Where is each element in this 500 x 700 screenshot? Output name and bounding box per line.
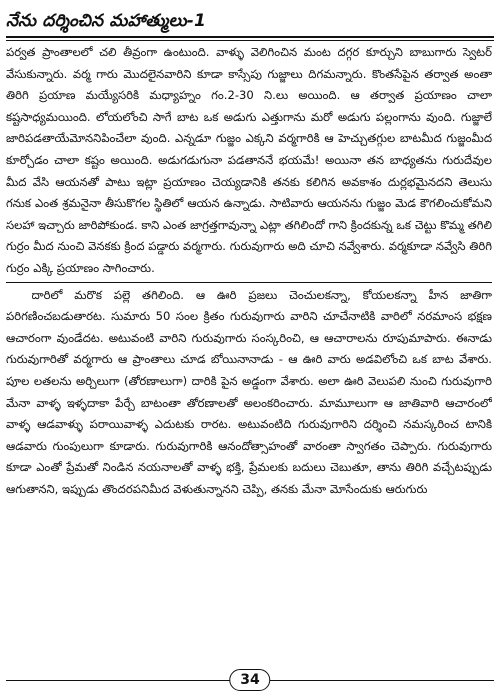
page-content (6, 42, 492, 664)
page-footer (6, 668, 494, 694)
paragraph-1: పర్వత ప్రాంతాలలో చలి తీవ్రంగా ఉంటుంది. వాళ్ళు వెలిగించిన మంట దగ్గర కూర్చుని బాబుగారు స్వెటర్ వేసుకున్నారు. వర్మ గారు మొదలైనవారిని కూడా కాస్సేపు గుజ్జాలు దిగమన్నారు. కొంతసేపైన తర్వాత అంతా తిరిగి ప్రయాణ మయ్యేసరికి మధ్యాహ్నం గం.2-30 ని.లు అయింది. ఆ తర్వాత ప్రయాణం చాలా కష్టసాధ్యమయింది. లోయలోంచి సాగే బాట ఒక అడుగు ఎత్తుగాను మరో అడుగు పల్లంగాను వుంది. గుజ్జాలే జారిపడతాయేమోననిపించేలా వుంది. ఎన్నడూ గుజ్జం ఎక్కని వర్మగారికి ఆ హెచ్చుతగ్గుల బాటమీద గుజ్జంమీద కూర్చోడం చాలా కష్టం అయింది. అడుగడుగునా పడతాననే భయమే! అయినా తన బాధ్యతను గురుదేవుల మీద వేసి ఆయనతో పాటు ఇట్లా ప్రయాణం చెయ్యడానికి తనకు కలిగిన అవకాశం దుర్లభమైనదని తెలుసు గనుక ఎంత శ్రమనైనా తీసుకొగల స్థితిలో ఆయన ఉన్నాడు. సాటివారు ఆయనను గుజ్జం మెడ కౌగలించుకోమని సలహా ఇచ్చారు జారిపోకుండ. కాని ఎంత జాగ్రత్తగావున్నా ఎట్లా తగిలిందో గాని క్రిందకున్న ఒక చెట్టు కొమ్మ తగిలి గుర్రం మీద నుంచి వెనకకు క్రింద పడ్డారు వర్మగారు. గురువుగారు అది చూచి నవ్వేశారు. వర్మకూడా నవ్వేసి తిరిగి గుర్రం ఎక్కి ప్రయాణం సాగించారు. (6, 42, 492, 283)
running-title: నేను దర్శించిన మహాత్ములు-1 (6, 11, 207, 31)
page-number: 34 (229, 669, 270, 691)
paragraph-2: దారిలో మరొక పల్లె తగిలింది. ఆ ఊరి ప్రజలు చెంచులకన్నా, కోయలకన్నా హీన జాతిగా పరిగణించబడుతారట. సుమారు 50 సంల క్రితం గురువుగారు వారిని చూచేనాటికి వారిలో నరమాంస భక్షణ ఆచారంగా వుండేదట. అటువంటి వారిని గురువుగారు సంస్కరించి, ఆ ఆచారాలను రూపుమాపారు. ఈనాడు గురువుగారితో వర్మగారు ఆ ప్రాంతాలు చూడ బోయినానాడు - ఆ ఊరి వారు అడవిలోంచి ఒక బాట వేశారు. పూల లతలను అర్చిలుగా (తోరణాలుగా) దారికి పైన అడ్డంగా వేశారు. అలా ఊరి వెలుపలి నుంచి గురువుగారి మేనా వాళ్ళ ఇళ్ళదాకా పేర్చే బాటంతా తోరణాలతో అలంకరించారు. మామూలుగా ఆ జాతివారి ఆచారంలో వాళ్ళ ఆడవాళ్ళు పరాయివాళ్ళ ఎదుటకు రారట. అటువంటిది గురువుగారిని దర్శించి నమస్కరించ టానికి ఆడవారు గుంపులుగా కూడారు. గురువుగారికి ఆనందోత్సాహంతో వారంతా స్వాగతం చెప్పారు. గురువుగారు కూడా ఎంతో ప్రేమతో నిండిన నయనాలతో వాళ్ళ భక్తి, ప్రేమలకు బదులు చెబుతూ, తాను తిరిగి వచ్చేటప్పుడు ఆగుతానని, ఇప్పుడు తొందరపనిమీద వెళుతున్నానని చెప్పి, తనకు మేనా మోసేందుకు ఆరుగురు (6, 287, 492, 496)
page-header (6, 4, 494, 34)
header-rule (6, 36, 494, 41)
